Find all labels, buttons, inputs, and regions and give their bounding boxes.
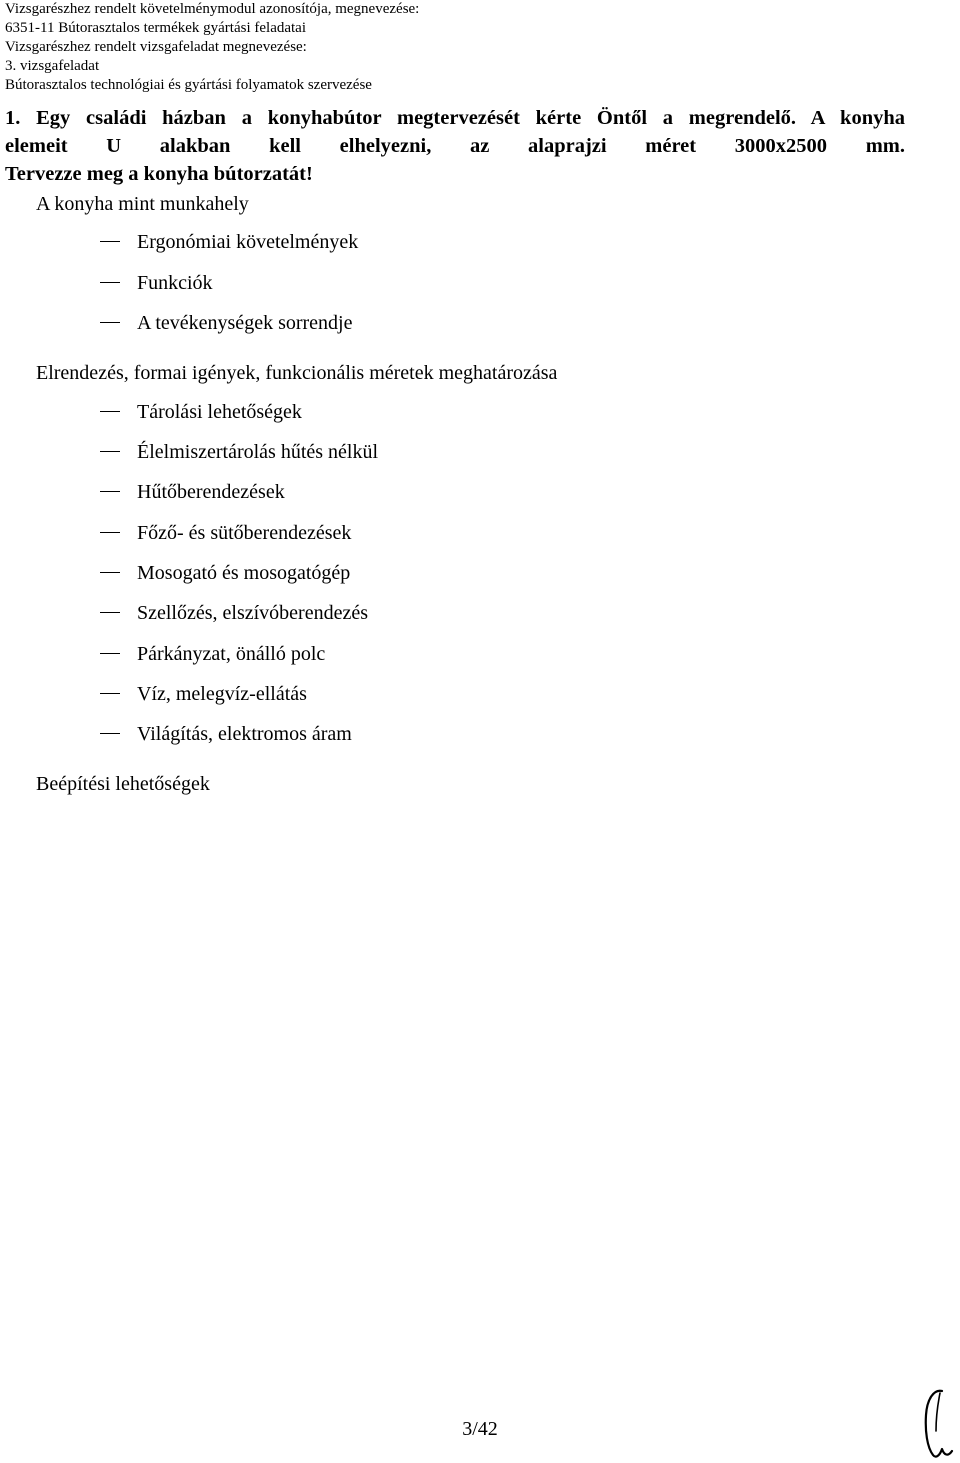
- dash-bullet-icon: [100, 693, 120, 694]
- header-line-task-name: Bútorasztalos technológiai és gyártási folyamatok szervezése: [5, 77, 372, 93]
- dash-bullet-icon: [100, 241, 120, 242]
- list-item-text: Mosogató és mosogatógép: [137, 562, 351, 584]
- list-item-text: Funkciók: [137, 272, 213, 294]
- list-item-text: A tevékenységek sorrendje: [137, 312, 353, 334]
- list-item-text: Víz, melegvíz-ellátás: [137, 683, 307, 705]
- dash-bullet-icon: [100, 491, 120, 492]
- header-line-task-label: Vizsgarészhez rendelt vizsgafeladat megnevezése:: [5, 39, 307, 55]
- dash-bullet-icon: [100, 451, 120, 452]
- section-heading-workplace: A konyha mint munkahely: [36, 193, 249, 215]
- handwritten-signature-icon: [918, 1385, 958, 1461]
- list-item-text: Ergonómiai követelmények: [137, 231, 359, 253]
- dash-bullet-icon: [100, 532, 120, 533]
- task-line-1: 1. Egy családi házban a konyhabútor megtervezését kérte Öntől a megrendelő. A konyha: [5, 107, 905, 129]
- dash-bullet-icon: [100, 612, 120, 613]
- task-statement: [5, 104, 905, 188]
- list-item-text: Főző- és sütőberendezések: [137, 522, 352, 544]
- section-heading-installation: Beépítési lehetőségek: [36, 773, 210, 795]
- list-item-text: Párkányzat, önálló polc: [137, 643, 326, 665]
- page-number: 3/42: [462, 1418, 498, 1440]
- dash-bullet-icon: [100, 733, 120, 734]
- task-line-2: elemeit U alakban kell elhelyezni, az alaprajzi méret 3000x2500 mm.: [5, 135, 905, 157]
- list-item-text: Szellőzés, elszívóberendezés: [137, 602, 369, 624]
- header-line-module-name: 6351-11 Bútorasztalos termékek gyártási feladatai: [5, 20, 307, 36]
- list-item-text: Világítás, elektromos áram: [137, 723, 352, 745]
- list-item-text: Tárolási lehetőségek: [137, 401, 302, 423]
- section-heading-layout: Elrendezés, formai igények, funkcionális méretek meghatározása: [36, 362, 558, 384]
- dash-bullet-icon: [100, 282, 120, 283]
- header-line-task-number: 3. vizsgafeladat: [5, 58, 100, 74]
- header-line-module-label: Vizsgarészhez rendelt követelménymodul azonosítója, megnevezése:: [5, 1, 420, 17]
- dash-bullet-icon: [100, 572, 120, 573]
- dash-bullet-icon: [100, 322, 120, 323]
- document-header: [5, 0, 419, 95]
- dash-bullet-icon: [100, 653, 120, 654]
- dash-bullet-icon: [100, 411, 120, 412]
- list-item-text: Élelmiszertárolás hűtés nélkül: [137, 441, 379, 463]
- task-line-3: Tervezze meg a konyha bútorzatát!: [5, 163, 313, 185]
- list-item-text: Hűtőberendezések: [137, 481, 285, 503]
